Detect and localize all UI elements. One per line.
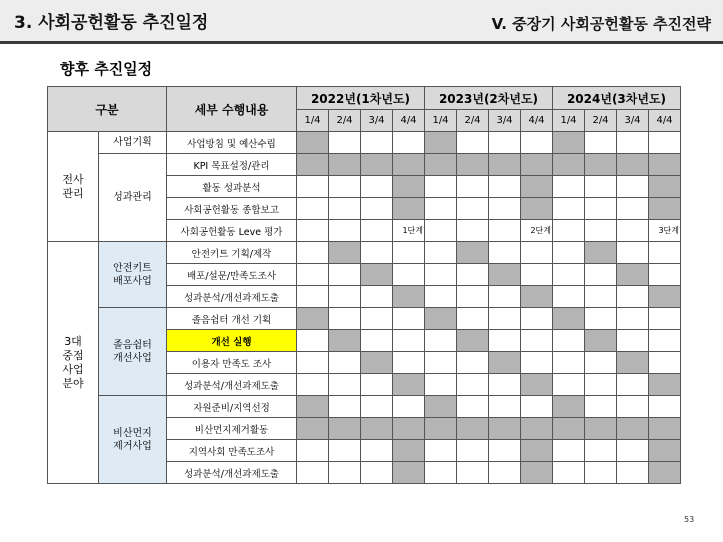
- task-name: 사업방침 및 예산수립: [167, 132, 297, 154]
- schedule-cell: [585, 264, 617, 286]
- schedule-cell: [489, 396, 521, 418]
- schedule-cell: [393, 308, 425, 330]
- schedule-cell: [617, 396, 649, 418]
- schedule-cell: [617, 286, 649, 308]
- schedule-cell: [297, 462, 329, 484]
- quarter-header: 4/4: [393, 110, 425, 132]
- schedule-cell: [457, 242, 489, 264]
- schedule-cell: [521, 352, 553, 374]
- table-row: [48, 154, 681, 176]
- schedule-cell: [329, 198, 361, 220]
- schedule-cell: [489, 418, 521, 440]
- schedule-cell: [425, 242, 457, 264]
- schedule-cell: [617, 462, 649, 484]
- quarter-header: 2/4: [329, 110, 361, 132]
- schedule-cell: [489, 154, 521, 176]
- task-name: 비산먼지제거활동: [167, 418, 297, 440]
- schedule-cell: [617, 154, 649, 176]
- schedule-cell: [329, 462, 361, 484]
- schedule-cell: [425, 264, 457, 286]
- schedule-cell: [361, 286, 393, 308]
- schedule-cell: [585, 242, 617, 264]
- schedule-cell: [457, 286, 489, 308]
- category-header: 구분: [48, 87, 167, 132]
- schedule-cell: [553, 220, 585, 242]
- schedule-cell: [649, 198, 681, 220]
- schedule-cell: [649, 154, 681, 176]
- schedule-cell: [457, 462, 489, 484]
- schedule-cell: [425, 154, 457, 176]
- chapter-title: V. 중장기 사회공헌활동 추진전략: [491, 15, 711, 33]
- schedule-cell: [457, 440, 489, 462]
- schedule-cell: [393, 286, 425, 308]
- schedule-cell: [617, 440, 649, 462]
- schedule-cell: [649, 242, 681, 264]
- schedule-cell: [393, 352, 425, 374]
- schedule-cell: [297, 396, 329, 418]
- schedule-cell: [329, 374, 361, 396]
- task-name: 성과분석/개선과제도출: [167, 462, 297, 484]
- schedule-cell: [425, 352, 457, 374]
- schedule-cell: [649, 440, 681, 462]
- quarter-header: 1/4: [297, 110, 329, 132]
- schedule-cell: [649, 352, 681, 374]
- schedule-cell: [361, 220, 393, 242]
- task-name: 이용자 만족도 조사: [167, 352, 297, 374]
- schedule-cell: [361, 374, 393, 396]
- schedule-cell: [489, 220, 521, 242]
- schedule-cell: [553, 154, 585, 176]
- schedule-cell: [297, 242, 329, 264]
- schedule-cell: [489, 242, 521, 264]
- schedule-cell: [393, 462, 425, 484]
- schedule-cell: [297, 418, 329, 440]
- schedule-cell: [617, 374, 649, 396]
- task-name: KPI 목표설정/관리: [167, 154, 297, 176]
- page-subtitle: 향후 추진일정: [60, 60, 153, 78]
- schedule-cell: [329, 286, 361, 308]
- schedule-cell: [585, 198, 617, 220]
- schedule-cell: [649, 176, 681, 198]
- schedule-cell: [393, 374, 425, 396]
- task-name: 활동 성과분석: [167, 176, 297, 198]
- schedule-cell: [585, 220, 617, 242]
- task-name: 개선 실행: [167, 330, 297, 352]
- schedule-cell: [649, 330, 681, 352]
- schedule-cell: [329, 176, 361, 198]
- schedule-cell: [329, 264, 361, 286]
- schedule-cell: [585, 462, 617, 484]
- schedule-cell: [521, 330, 553, 352]
- schedule-cell: [521, 418, 553, 440]
- table-row: [48, 396, 681, 418]
- schedule-cell: [329, 330, 361, 352]
- schedule-cell: [553, 242, 585, 264]
- schedule-cell: [553, 264, 585, 286]
- schedule-cell: [617, 220, 649, 242]
- task-name: 지역사회 만족도조사: [167, 440, 297, 462]
- schedule-cell: [297, 440, 329, 462]
- schedule-cell: [425, 418, 457, 440]
- schedule-cell: [425, 374, 457, 396]
- schedule-cell: [521, 264, 553, 286]
- schedule-cell: [297, 220, 329, 242]
- schedule-cell: 3단계: [649, 220, 681, 242]
- schedule-cell: [585, 286, 617, 308]
- schedule-cell: [489, 176, 521, 198]
- schedule-cell: [457, 198, 489, 220]
- schedule-cell: [393, 264, 425, 286]
- subgroup-cell: 사업기획: [99, 132, 167, 154]
- schedule-cell: [329, 132, 361, 154]
- quarter-header: 4/4: [521, 110, 553, 132]
- year-header: 2023년(2차년도): [425, 87, 553, 110]
- schedule-cell: [297, 330, 329, 352]
- schedule-cell: [489, 352, 521, 374]
- schedule-cell: [297, 132, 329, 154]
- schedule-cell: [297, 374, 329, 396]
- schedule-cell: [617, 198, 649, 220]
- schedule-cell: [585, 308, 617, 330]
- schedule-cell: [521, 176, 553, 198]
- year-header: 2022년(1차년도): [297, 87, 425, 110]
- schedule-cell: [457, 176, 489, 198]
- schedule-cell: [553, 308, 585, 330]
- schedule-cell: [489, 462, 521, 484]
- schedule-cell: [521, 374, 553, 396]
- table-row: [48, 242, 681, 264]
- schedule-cell: [649, 418, 681, 440]
- schedule-cell: [649, 132, 681, 154]
- schedule-cell: [425, 396, 457, 418]
- schedule-cell: [425, 198, 457, 220]
- schedule-cell: [393, 132, 425, 154]
- schedule-cell: [649, 286, 681, 308]
- schedule-cell: [553, 440, 585, 462]
- schedule-cell: [553, 462, 585, 484]
- subgroup-cell: 안전키트 배포사업: [99, 242, 167, 308]
- schedule-cell: [425, 176, 457, 198]
- task-name: 안전키트 기획/제작: [167, 242, 297, 264]
- task-name: 성과분석/개선과제도출: [167, 374, 297, 396]
- schedule-cell: [617, 242, 649, 264]
- schedule-cell: [585, 374, 617, 396]
- schedule-cell: [329, 220, 361, 242]
- schedule-cell: [457, 154, 489, 176]
- schedule-cell: [617, 264, 649, 286]
- schedule-cell: [425, 286, 457, 308]
- task-name: 사회공헌활동 Leve 평가: [167, 220, 297, 242]
- schedule-cell: [361, 462, 393, 484]
- quarter-header: 2/4: [585, 110, 617, 132]
- schedule-cell: [489, 132, 521, 154]
- schedule-table: [47, 86, 681, 484]
- schedule-cell: [297, 176, 329, 198]
- quarter-header: 3/4: [489, 110, 521, 132]
- schedule-cell: [521, 198, 553, 220]
- schedule-cell: 2단계: [521, 220, 553, 242]
- schedule-cell: [297, 198, 329, 220]
- schedule-cell: [489, 198, 521, 220]
- schedule-cell: [553, 132, 585, 154]
- year-header: 2024년(3차년도): [553, 87, 681, 110]
- schedule-cell: [329, 242, 361, 264]
- header-bar: [0, 0, 723, 44]
- schedule-cell: [553, 418, 585, 440]
- schedule-cell: [361, 154, 393, 176]
- schedule-cell: [457, 132, 489, 154]
- schedule-cell: [553, 374, 585, 396]
- schedule-cell: [521, 242, 553, 264]
- quarter-header: 3/4: [617, 110, 649, 132]
- table-row: [48, 308, 681, 330]
- schedule-cell: [489, 440, 521, 462]
- subgroup-cell: 성과관리: [99, 154, 167, 242]
- schedule-cell: [649, 396, 681, 418]
- schedule-cell: [553, 352, 585, 374]
- schedule-cell: [361, 198, 393, 220]
- schedule-cell: [585, 396, 617, 418]
- schedule-cell: [585, 154, 617, 176]
- schedule-cell: [617, 330, 649, 352]
- schedule-cell: [329, 154, 361, 176]
- schedule-cell: [361, 396, 393, 418]
- task-name: 자원준비/지역선정: [167, 396, 297, 418]
- schedule-cell: [489, 264, 521, 286]
- schedule-cell: [617, 132, 649, 154]
- subgroup-cell: 졸음쉼터 개선사업: [99, 308, 167, 396]
- schedule-cell: [649, 264, 681, 286]
- schedule-cell: [585, 440, 617, 462]
- category-cell: 전사 관리: [48, 132, 99, 242]
- schedule-cell: [329, 418, 361, 440]
- schedule-cell: [489, 286, 521, 308]
- schedule-cell: [457, 220, 489, 242]
- schedule-cell: [553, 396, 585, 418]
- schedule-cell: [425, 132, 457, 154]
- schedule-cell: [393, 396, 425, 418]
- schedule-cell: [425, 330, 457, 352]
- schedule-cell: [521, 462, 553, 484]
- schedule-cell: [521, 132, 553, 154]
- schedule-cell: [553, 286, 585, 308]
- task-name: 졸음쉼터 개선 기획: [167, 308, 297, 330]
- schedule-cell: [393, 330, 425, 352]
- quarter-header: 4/4: [649, 110, 681, 132]
- schedule-cell: [489, 330, 521, 352]
- schedule-cell: [393, 154, 425, 176]
- schedule-cell: [329, 440, 361, 462]
- quarter-header: 1/4: [425, 110, 457, 132]
- schedule-cell: [617, 308, 649, 330]
- schedule-cell: [553, 198, 585, 220]
- quarter-header: 2/4: [457, 110, 489, 132]
- schedule-cell: [425, 440, 457, 462]
- task-name: 사회공헌활동 종합보고: [167, 198, 297, 220]
- schedule-cell: [361, 440, 393, 462]
- schedule-cell: [393, 242, 425, 264]
- schedule-cell: [553, 330, 585, 352]
- schedule-cell: [521, 396, 553, 418]
- schedule-cell: [457, 308, 489, 330]
- schedule-cell: [521, 308, 553, 330]
- schedule-cell: [361, 264, 393, 286]
- schedule-cell: [617, 418, 649, 440]
- schedule-cell: 1단계: [393, 220, 425, 242]
- schedule-cell: [393, 418, 425, 440]
- schedule-cell: [585, 418, 617, 440]
- schedule-cell: [361, 418, 393, 440]
- schedule-cell: [297, 286, 329, 308]
- table-row: [48, 132, 681, 154]
- schedule-cell: [521, 154, 553, 176]
- schedule-cell: [297, 352, 329, 374]
- detail-header: 세부 수행내용: [167, 87, 297, 132]
- schedule-cell: [297, 264, 329, 286]
- schedule-cell: [329, 308, 361, 330]
- schedule-cell: [585, 352, 617, 374]
- schedule-cell: [361, 308, 393, 330]
- task-name: 성과분석/개선과제도출: [167, 286, 297, 308]
- schedule-cell: [361, 352, 393, 374]
- schedule-cell: [521, 286, 553, 308]
- task-name: 배포/설문/만족도조사: [167, 264, 297, 286]
- schedule-cell: [457, 264, 489, 286]
- schedule-cell: [553, 176, 585, 198]
- schedule-cell: [457, 330, 489, 352]
- schedule-cell: [649, 374, 681, 396]
- schedule-cell: [361, 242, 393, 264]
- schedule-cell: [457, 418, 489, 440]
- schedule-cell: [521, 440, 553, 462]
- schedule-cell: [297, 154, 329, 176]
- schedule-cell: [393, 176, 425, 198]
- schedule-cell: [489, 374, 521, 396]
- schedule-cell: [585, 330, 617, 352]
- schedule-cell: [361, 330, 393, 352]
- section-title: 3. 사회공헌활동 추진일정: [14, 13, 209, 33]
- schedule-cell: [361, 132, 393, 154]
- schedule-cell: [457, 374, 489, 396]
- page-number: 53: [684, 515, 695, 524]
- category-cell: 3대 중점 사업 분야: [48, 242, 99, 484]
- schedule-cell: [585, 176, 617, 198]
- schedule-cell: [489, 308, 521, 330]
- schedule-cell: [425, 308, 457, 330]
- subgroup-cell: 비산먼지 제거사업: [99, 396, 167, 484]
- schedule-cell: [393, 440, 425, 462]
- schedule-cell: [393, 198, 425, 220]
- schedule-cell: [617, 352, 649, 374]
- schedule-cell: [425, 462, 457, 484]
- quarter-header: 1/4: [553, 110, 585, 132]
- schedule-cell: [457, 352, 489, 374]
- schedule-cell: [585, 132, 617, 154]
- schedule-cell: [425, 220, 457, 242]
- schedule-cell: [361, 176, 393, 198]
- schedule-cell: [649, 462, 681, 484]
- schedule-cell: [457, 396, 489, 418]
- schedule-cell: [297, 308, 329, 330]
- quarter-header: 3/4: [361, 110, 393, 132]
- schedule-cell: [329, 396, 361, 418]
- schedule-cell: [617, 176, 649, 198]
- schedule-cell: [329, 352, 361, 374]
- schedule-cell: [649, 308, 681, 330]
